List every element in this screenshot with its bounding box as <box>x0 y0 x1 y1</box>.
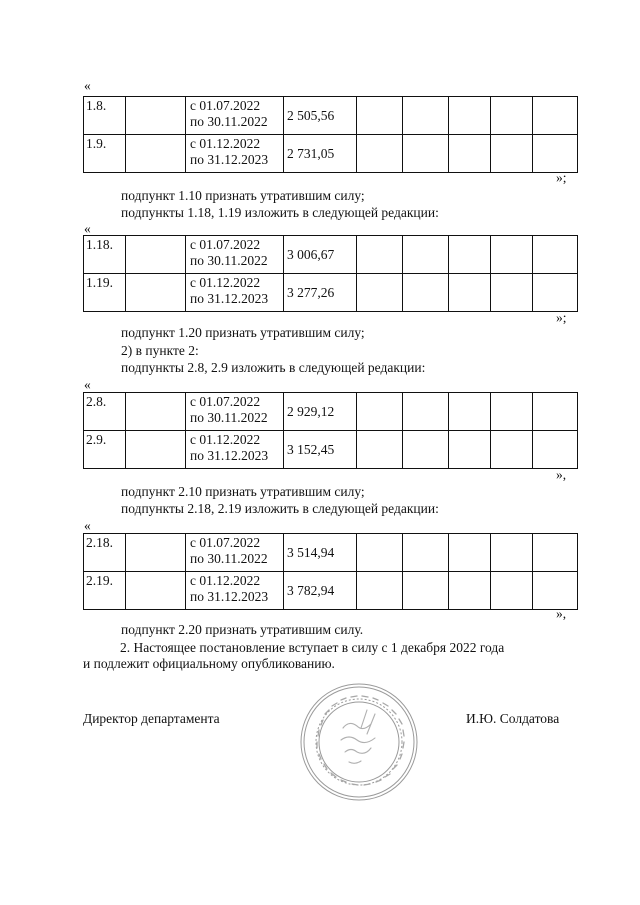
table-row <box>84 431 578 469</box>
table-row <box>84 97 578 135</box>
period-cell: с 01.12.2022 по 31.12.2023 <box>186 431 284 469</box>
period-cell: с 01.07.2022 по 30.11.2022 <box>186 534 284 572</box>
period-cell: с 01.07.2022 по 30.11.2022 <box>186 97 284 135</box>
table-row <box>84 236 578 274</box>
amendment-table <box>83 96 578 173</box>
text-line: 2) в пункте 2: <box>121 343 199 358</box>
tariff-value: 3 514,94 <box>284 534 357 572</box>
signature-position: Директор департамента <box>83 711 220 726</box>
table-row <box>84 572 578 610</box>
quote-open: « <box>84 518 91 533</box>
row-number: 1.18. <box>84 236 126 274</box>
table-row <box>84 274 578 312</box>
row-number: 2.9. <box>84 431 126 469</box>
row-number: 2.19. <box>84 572 126 610</box>
tariff-value: 2 929,12 <box>284 393 357 431</box>
text-line: подпункт 1.10 признать утратившим силу; <box>121 188 365 203</box>
quote-close: », <box>556 467 567 482</box>
table-row <box>84 135 578 173</box>
tariff-value: 3 006,67 <box>284 236 357 274</box>
row-number: 1.9. <box>84 135 126 173</box>
text-line: подпункты 2.8, 2.9 изложить в следующей редакции: <box>121 360 426 375</box>
table-row <box>84 534 578 572</box>
quote-close: »; <box>556 170 567 185</box>
row-number: 2.8. <box>84 393 126 431</box>
amendment-table <box>83 392 578 469</box>
period-cell: с 01.07.2022 по 30.11.2022 <box>186 393 284 431</box>
table-row <box>84 393 578 431</box>
tariff-value: 3 782,94 <box>284 572 357 610</box>
text-line: подпункт 1.20 признать утратившим силу; <box>121 325 365 340</box>
quote-close: »; <box>556 310 567 325</box>
quote-open: « <box>84 78 91 93</box>
row-number: 2.18. <box>84 534 126 572</box>
period-cell: с 01.12.2022 по 31.12.2023 <box>186 274 284 312</box>
row-number: 1.19. <box>84 274 126 312</box>
quote-close: », <box>556 606 567 621</box>
signature-name: И.Ю. Солдатова <box>466 711 560 726</box>
paragraph-effective-date: 2. Настоящее постановление вступает в силу с 1 декабря 2022 года <box>120 640 505 655</box>
tariff-value: 3 277,26 <box>284 274 357 312</box>
tariff-value: 2 731,05 <box>284 135 357 173</box>
quote-open: « <box>84 377 91 392</box>
text-line: подпункт 2.10 признать утратившим силу; <box>121 484 365 499</box>
period-cell: с 01.12.2022 по 31.12.2023 <box>186 135 284 173</box>
amendment-table <box>83 533 578 610</box>
text-line: подпункты 2.18, 2.19 изложить в следующей редакции: <box>121 501 439 516</box>
tariff-value: 2 505,56 <box>284 97 357 135</box>
text-line: и подлежит официальному опубликованию. <box>83 656 335 671</box>
quote-open: « <box>84 221 91 236</box>
tariff-value: 3 152,45 <box>284 431 357 469</box>
row-number: 1.8. <box>84 97 126 135</box>
amendment-table <box>83 235 578 312</box>
official-seal-icon <box>297 680 421 804</box>
period-cell: с 01.12.2022 по 31.12.2023 <box>186 572 284 610</box>
text-line: подпункт 2.20 признать утратившим силу. <box>121 622 364 637</box>
text-line: подпункты 1.18, 1.19 изложить в следующей редакции: <box>121 205 439 220</box>
period-cell: с 01.07.2022 по 30.11.2022 <box>186 236 284 274</box>
